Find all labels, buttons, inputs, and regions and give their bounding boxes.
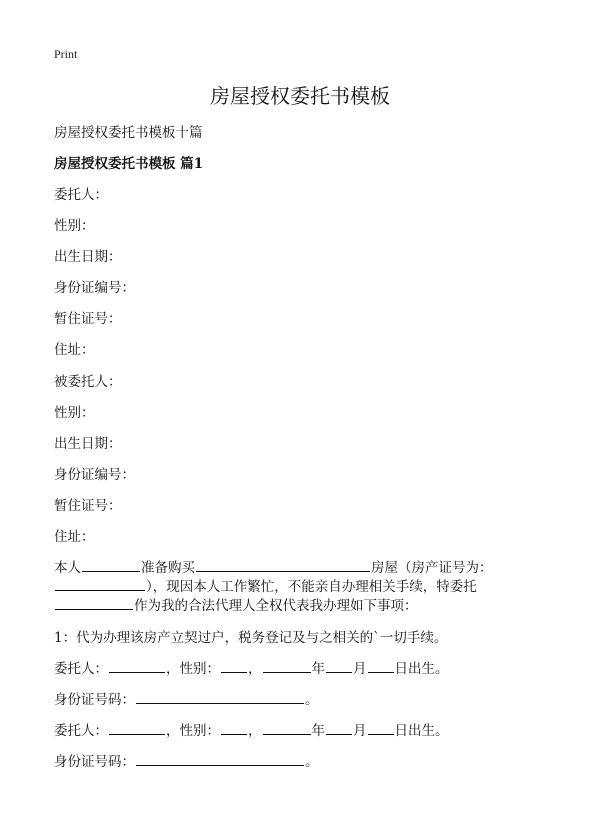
agent-permit-label: 暂住证号：: [54, 498, 122, 514]
body-text: 准备购买: [141, 560, 195, 576]
blank-line: [136, 751, 304, 766]
form-label: 年: [311, 723, 325, 739]
blank-line: [221, 720, 247, 735]
principal-gender-label: 性别：: [54, 218, 95, 234]
form-label: ，: [248, 661, 262, 677]
blank-line: [109, 720, 165, 735]
form-label: 日出生。: [394, 723, 449, 739]
body-line-2: [54, 575, 477, 595]
principal-address-label: 住址：: [54, 342, 95, 358]
body-line-1: [54, 556, 493, 576]
form-label: 。: [305, 754, 319, 770]
blank-line: [221, 658, 247, 673]
agent-id-label: 身份证编号：: [54, 467, 135, 483]
form-label: 。: [305, 692, 319, 708]
form-label: 身份证号码：: [54, 692, 135, 708]
item-1: 1：代为办理该房产立契过户，税务登记及与之相关的`一切手续。: [54, 630, 448, 646]
form-label: 委托人：: [54, 723, 108, 739]
form-label: 委托人：: [54, 661, 108, 677]
blank-line: [109, 658, 165, 673]
body-text: 房屋（房产证号为：: [371, 560, 493, 576]
agent-address-label: 住址：: [54, 529, 95, 545]
principal-id-label: 身份证编号：: [54, 280, 135, 296]
blank-line: [368, 658, 394, 673]
form-label: 年: [311, 661, 325, 677]
blank-line: [263, 658, 311, 673]
agent-birth-label: 出生日期：: [54, 436, 122, 452]
blank-line: [55, 576, 145, 591]
blank-line: [82, 557, 140, 572]
principal-form-row-2: [54, 719, 449, 739]
form-label: 身份证号码：: [54, 754, 135, 770]
blank-line: [55, 595, 133, 610]
form-label: ，性别：: [166, 723, 220, 739]
blank-line: [326, 720, 352, 735]
blank-line: [196, 557, 370, 572]
agent-name-label: 被委托人：: [54, 374, 122, 390]
form-label: 日出生。: [394, 661, 449, 677]
principal-form-row-1: [54, 657, 449, 677]
principal-name-label: 委托人：: [54, 187, 108, 203]
body-line-3: [54, 594, 418, 614]
form-label: 月: [353, 661, 367, 677]
form-label: ，性别：: [166, 661, 220, 677]
body-text: 本人: [54, 560, 81, 576]
body-text: ），现因本人工作繁忙，不能亲自办理相关手续，特委托: [146, 579, 477, 595]
principal-permit-label: 暂住证号：: [54, 311, 122, 327]
form-label: ，: [248, 723, 262, 739]
body-text: 作为我的合法代理人全权代表我办理如下事项：: [134, 598, 418, 614]
section-title: 房屋授权委托书模板 篇1: [54, 156, 204, 172]
agent-gender-label: 性别：: [54, 405, 95, 421]
blank-line: [263, 720, 311, 735]
blank-line: [368, 720, 394, 735]
form-label: 月: [353, 723, 367, 739]
document-subtitle: 房屋授权委托书模板十篇: [54, 125, 203, 141]
principal-id-row-1: [54, 688, 319, 708]
blank-line: [326, 658, 352, 673]
principal-id-row-2: [54, 750, 319, 770]
document-title: 房屋授权委托书模板: [210, 84, 390, 108]
blank-line: [136, 689, 304, 704]
print-label: Print: [54, 47, 78, 61]
principal-birth-label: 出生日期：: [54, 249, 122, 265]
